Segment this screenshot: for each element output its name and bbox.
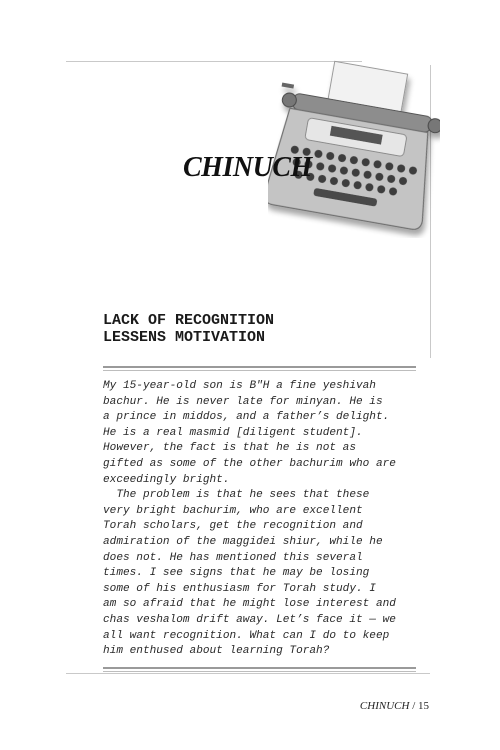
letter-line: am so afraid that he might lose interest and bbox=[103, 598, 396, 611]
frame-bottom-line bbox=[66, 673, 430, 674]
letter-line: However, the fact is that he is not as bbox=[103, 442, 356, 455]
page-folio bbox=[360, 700, 429, 712]
letter-line: exceedingly bright. bbox=[103, 473, 230, 486]
article-headline bbox=[103, 312, 423, 346]
letter-line: him enthused about learning Torah? bbox=[103, 645, 330, 658]
reader-letter bbox=[103, 379, 423, 660]
letter-line: bachur. He is never late for minyan. He is bbox=[103, 395, 383, 408]
letter-line: My 15-year-old son is B"H a fine yeshivah bbox=[103, 380, 376, 392]
letter-line: all want recognition. What can I do to keep bbox=[103, 629, 390, 642]
letter-line: He is a real masmid [diligent student]. bbox=[103, 426, 363, 439]
headline-line: LACK OF RECOGNITION bbox=[103, 312, 275, 329]
letter-line: admiration of the maggidei shiur, while he bbox=[103, 535, 383, 548]
typewriter-icon bbox=[268, 58, 440, 238]
letter-line: gifted as some of the other bachurim who are bbox=[103, 457, 396, 470]
running-head: CHINUCH bbox=[359, 700, 410, 712]
letter-line: The problem is that he sees that these bbox=[103, 489, 370, 502]
letter-line: does not. He has mentioned this several bbox=[103, 551, 363, 564]
bottom-rule bbox=[103, 667, 416, 672]
letter-line: some of his enthusiasm for Torah study. I bbox=[103, 582, 376, 595]
letter-line: chas veshalom drift away. Let’s face it — we bbox=[103, 613, 396, 626]
top-rule bbox=[103, 366, 416, 371]
folio-separator: / bbox=[409, 700, 418, 712]
letter-line: a prince in middos, and a father’s delight. bbox=[103, 411, 390, 424]
letter-line: very bright bachurim, who are excellent bbox=[103, 504, 363, 517]
headline-line: LESSENS MOTIVATION bbox=[103, 329, 266, 346]
page-number: 15 bbox=[418, 700, 429, 712]
letter-line: Torah scholars, get the recognition and bbox=[103, 520, 363, 533]
letter-line: times. I see signs that he may be losing bbox=[103, 567, 370, 580]
section-title: CHINUCH bbox=[183, 152, 312, 183]
